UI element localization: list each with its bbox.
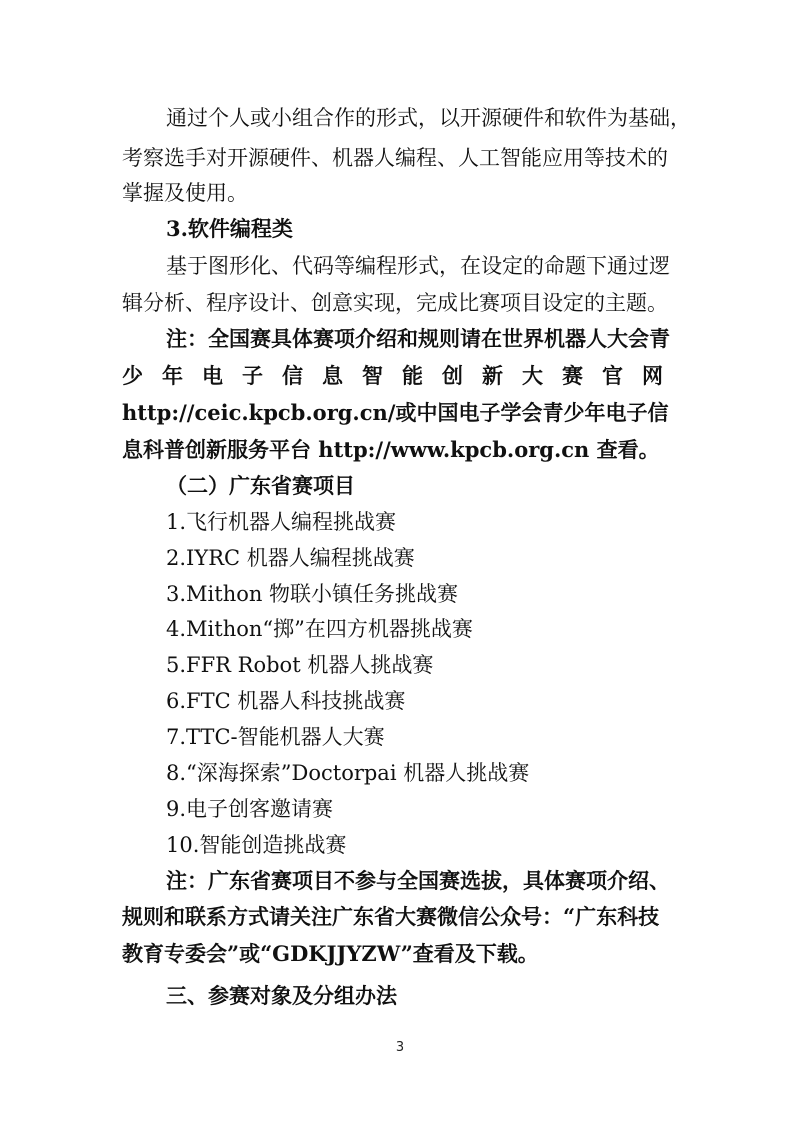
list-item: 2.IYRC 机器人编程挑战赛 — [166, 546, 415, 570]
note-national-line-4: 息科普创新服务平台 http://www.kpcb.org.cn 查看。 — [122, 437, 660, 462]
list-item: 8.“深海探索”Doctorpai 机器人挑战赛 — [166, 761, 530, 785]
section-3-line-2: 辑分析、程序设计、创意实现，完成比赛项目设定的主题。 — [122, 291, 668, 315]
section-3-line-1: 基于图形化、代码等编程形式，在设定的命题下通过逻 — [166, 254, 670, 278]
list-item: 3.Mithon 物联小镇任务挑战赛 — [166, 582, 459, 606]
section-three-heading: 三、参赛对象及分组办法 — [166, 983, 397, 1008]
list-item: 6.FTC 机器人科技挑战赛 — [166, 689, 406, 713]
note-national-line-3: http://ceic.kpcb.org.cn/或中国电子学会青少年电子信 — [122, 400, 669, 425]
note-guangdong-line-1: 注：广东省赛项目不参与全国赛选拔，具体赛项介绍、 — [166, 868, 670, 893]
intro-line-3: 掌握及使用。 — [122, 181, 248, 205]
list-item: 7.TTC-智能机器人大赛 — [166, 725, 385, 749]
section-2-heading: （二）广东省赛项目 — [166, 473, 355, 498]
note-guangdong-line-2: 规则和联系方式请关注广东省大赛微信公众号：“广东科技 — [122, 904, 660, 929]
note-guangdong-line-3: 教育专委会”或“GDKJJYZW”查看及下载。 — [122, 941, 539, 966]
list-item: 1.飞行机器人编程挑战赛 — [166, 510, 397, 534]
list-item: 10.智能创造挑战赛 — [166, 833, 347, 857]
note-national-line-2: 少年电子信息智能创新大赛官网 — [122, 363, 682, 388]
list-item: 4.Mithon“掷”在四方机器挑战赛 — [166, 617, 473, 641]
section-3-heading: 3.软件编程类 — [166, 216, 293, 241]
list-item: 5.FFR Robot 机器人挑战赛 — [166, 653, 434, 677]
intro-line-1: 通过个人或小组合作的形式，以开源硬件和软件为基础， — [166, 106, 691, 130]
list-item: 9.电子创客邀请赛 — [166, 797, 334, 821]
page-number: 3 — [395, 1040, 405, 1055]
note-national-line-1: 注：全国赛具体赛项介绍和规则请在世界机器人大会青 — [166, 326, 670, 351]
intro-line-2: 考察选手对开源硬件、机器人编程、人工智能应用等技术的 — [122, 146, 668, 170]
